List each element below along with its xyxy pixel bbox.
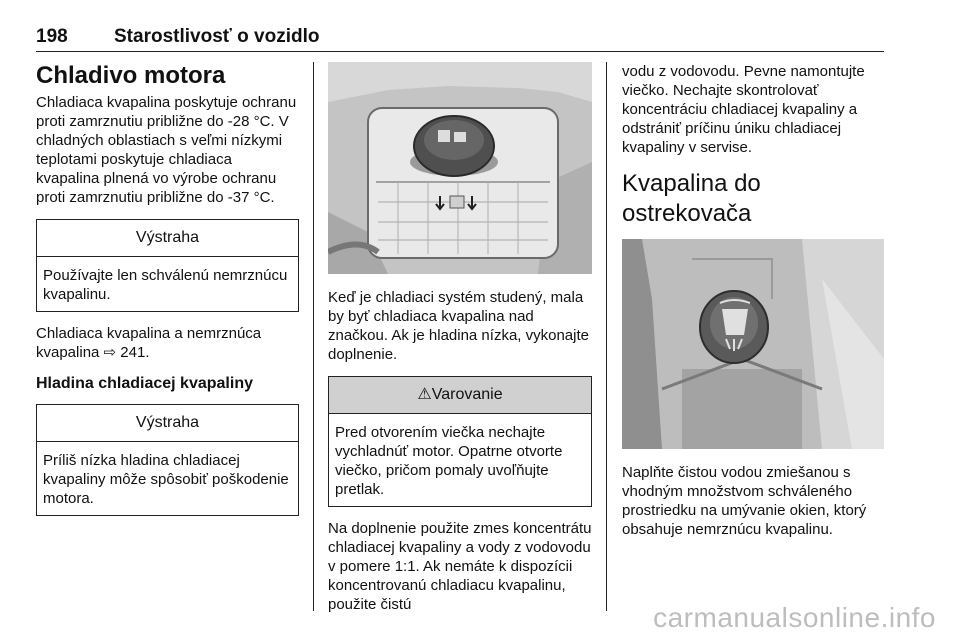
washer-fluid-figure xyxy=(622,239,884,449)
washer-fluid-text: Naplňte čistou vodou zmiešanou s vhodným množstvom schváleného prostriedku na umývanie okien, ktorý obsahuje nemrznúcu kvapalinu. xyxy=(622,464,867,538)
reference-text: Chladiaca kvapalina a nemrznúca kvapalina ⇨ 241. xyxy=(36,325,262,361)
warning-icon: ⚠ xyxy=(417,386,432,403)
warning-text: Pred otvorením viečka nechajte vychladnúť motor. Opatrne otvorte viečko, pričom pomaly uvoľňujte pretlak. xyxy=(335,424,563,498)
column-divider xyxy=(606,62,607,611)
caution-box xyxy=(36,219,299,312)
section-heading: Kvapalina do ostrekovača xyxy=(622,170,761,227)
header-rule xyxy=(36,51,884,52)
warning-title-bar xyxy=(329,377,591,414)
caution-text: Príliš nízka hladina chladiacej kvapaliny môže spôsobiť poškodenie motora. xyxy=(43,452,289,507)
warning-box xyxy=(328,376,592,507)
caution-title: Výstraha xyxy=(37,405,298,442)
coolant-intro-text: Chladiaca kvapalina poskytuje ochranu proti zamrznutiu približne do -28 °C. V chladných oblastiach s veľmi nízkymi teplotami poskytuje chladiaca kvapalina plnená vo výrobe ochranu proti zamrznutiu približne do -37 °C. xyxy=(36,94,297,206)
page-header xyxy=(36,26,884,52)
watermark: carmanualsonline.info xyxy=(653,602,936,633)
caution-title: Výstraha xyxy=(37,220,298,257)
column-3 xyxy=(622,62,886,551)
running-title: Starostlivosť o vozidlo xyxy=(114,26,320,47)
page-number: 198 xyxy=(36,26,68,47)
caution-box xyxy=(36,404,299,516)
refill-instructions-text: Na doplnenie použite zmes koncentrátu chladiacej kvapaliny a vody z vodovodu v pomere 1:1. Ak nemáte k dispozícii koncentrovanú chladiacu kvapalinu, použite čistú xyxy=(328,520,592,613)
coolant-level-text: Keď je chladiaci systém studený, mala by byť chladiaca kvapalina nad značkou. Ak je hladina nízka, vykonajte doplnenie. xyxy=(328,289,589,363)
caution-text: Používajte len schválenú nemrznúcu kvapalinu. xyxy=(43,267,288,303)
column-1 xyxy=(36,62,299,528)
coolant-reservoir-figure xyxy=(328,62,592,274)
section-heading: Chladivo motora xyxy=(36,62,226,89)
column-2 xyxy=(328,62,592,626)
subsection-heading: Hladina chladiacej kvapaliny xyxy=(36,375,253,392)
continuation-text: vodu z vodovodu. Pevne namontujte viečko. Nechajte skontrolovať koncentráciu chladiacej kvapaliny a odstrániť príčinu úniku chladiacej kvapaliny v servise. xyxy=(622,63,865,156)
warning-title: Varovanie xyxy=(431,386,503,403)
column-divider xyxy=(313,62,314,611)
